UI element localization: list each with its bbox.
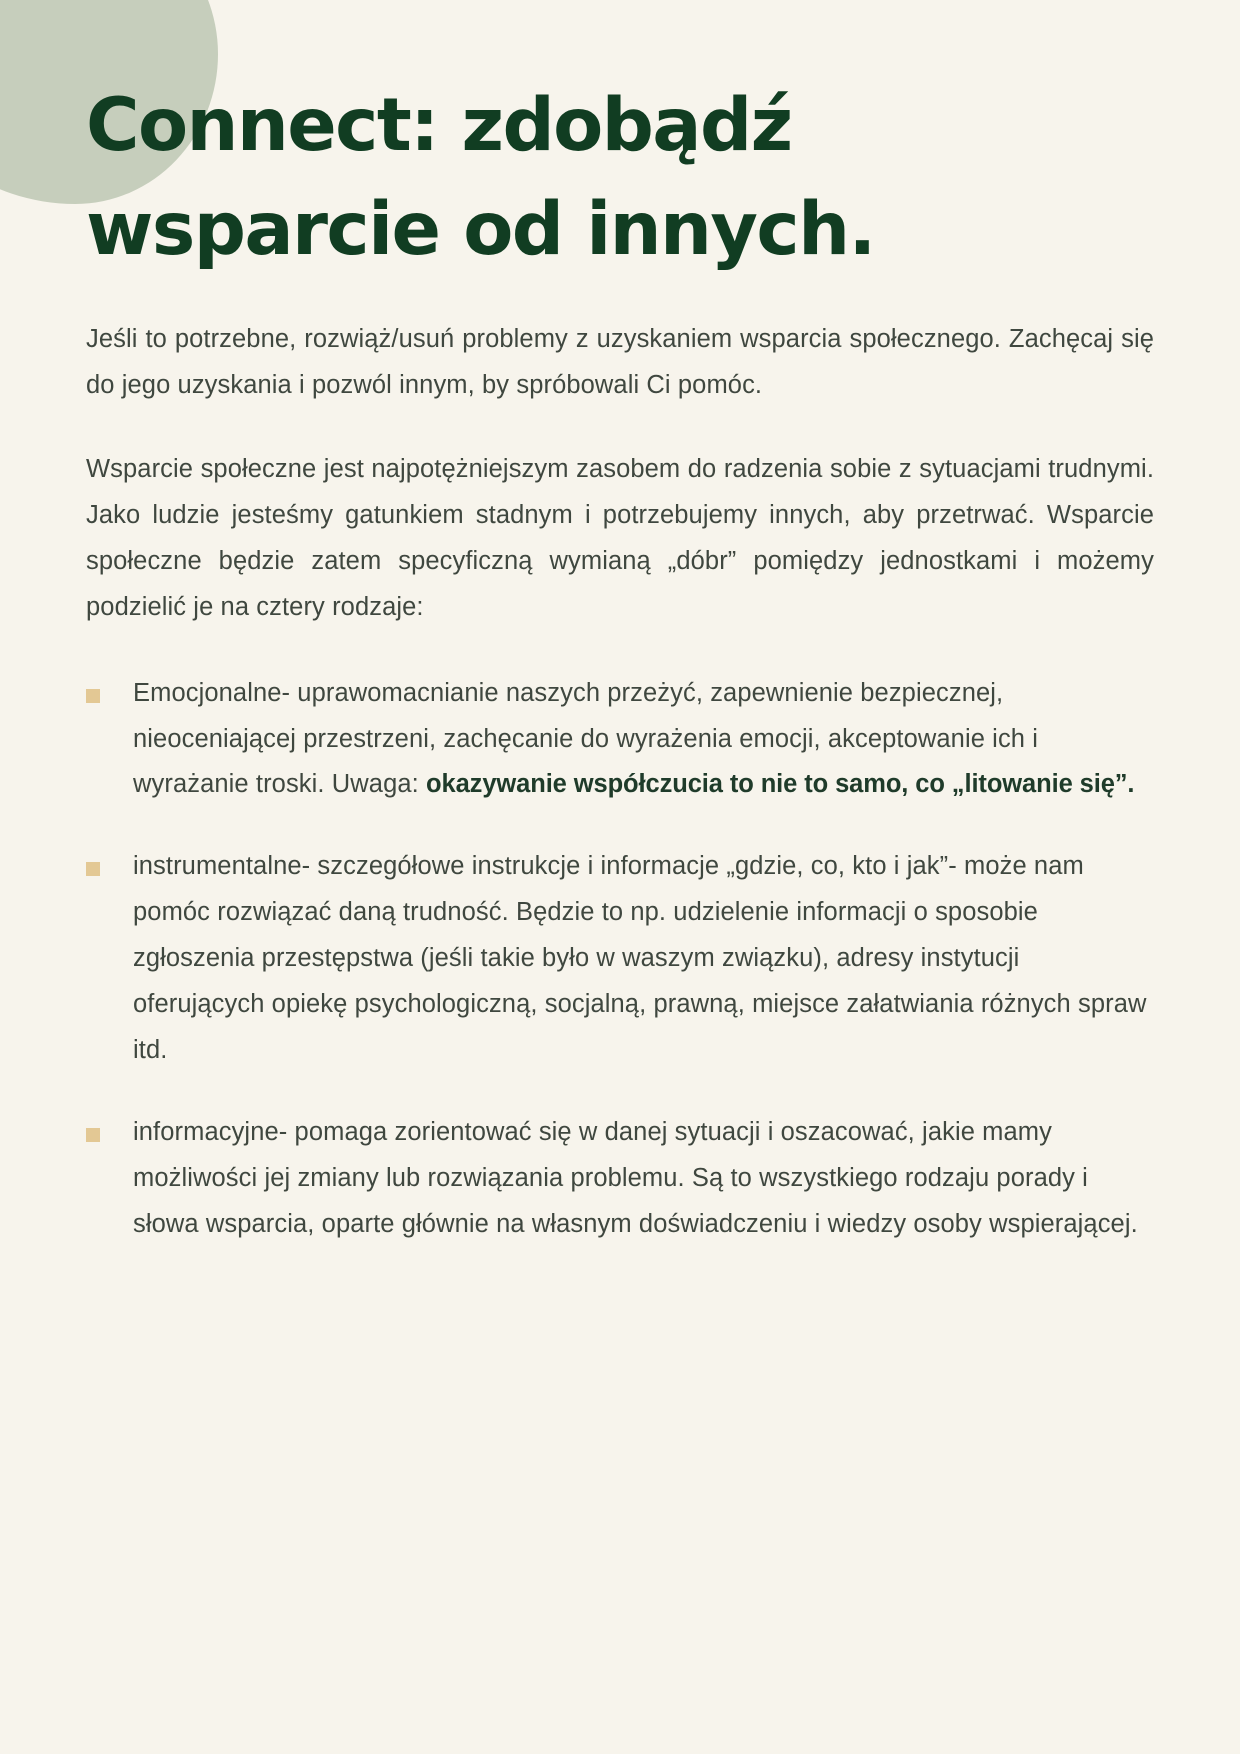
list-item-text: [133, 679, 1134, 799]
list-item: [86, 1110, 1154, 1248]
page-title: Connect: zdobądź wsparcie od innych.: [86, 83, 875, 272]
intro-paragraph: Jeśli to potrzebne, rozwiąż/usuń problemy z uzyskaniem wsparcia społecznego. Zachęcaj się do jego uzyskania i pozwól innym, by spróbowali Ci pomóc.: [86, 325, 1154, 400]
list-item: [86, 844, 1154, 1073]
list-item-text: [133, 1118, 1138, 1238]
list-item-body: instrumentalne- szczegółowe instrukcje i informacje „gdzie, co, kto i jak”- może nam pomóc rozwiązać daną trudność. Będzie to np. udzielenie informacji o sposobie zgłoszenia przestępstwa (jeśli takie było w waszym związku), adresy instytucji oferujących opiekę psychologiczną, socjalną, prawną, miejsce załatwiania różnych spraw itd.: [133, 852, 1147, 1064]
square-bullet-icon: [86, 689, 100, 703]
list-item-text: [133, 852, 1147, 1064]
list-item-body: informacyjne- pomaga zorientować się w danej sytuacji i oszacować, jakie mamy możliwości jej zmiany lub rozwiązania problemu. Są to wszystkiego rodzaju porady i słowa wsparcia, oparte głównie na własnym doświadczeniu i wiedzy osoby wspierającej.: [133, 1117, 1138, 1238]
list-item: [86, 671, 1154, 809]
list-item-body: Emocjonalne- uprawomacnianie naszych przeżyć, zapewnienie bezpiecznej, nieoceniającej przestrzeni, zachęcanie do wyrażenia emocji, akceptowanie ich i wyrażanie troski. Uwaga:: [133, 678, 1039, 799]
square-bullet-icon: [86, 862, 100, 876]
list-item-emphasis: okazywanie współczucia to nie to samo, co „litowanie się”.: [426, 770, 1135, 799]
support-types-list: [86, 671, 1154, 1248]
square-bullet-icon: [86, 1128, 100, 1142]
explanation-paragraph: Wsparcie społeczne jest najpotężniejszym zasobem do radzenia sobie z sytuacjami trudnymi. Jako ludzie jesteśmy gatunkiem stadnym i potrzebujemy innych, aby przetrwać. Wsparcie społeczne będzie zatem specyficzną wymianą „dóbr” pomiędzy jednostkami i możemy podzielić je na cztery rodzaje:: [86, 455, 1154, 621]
